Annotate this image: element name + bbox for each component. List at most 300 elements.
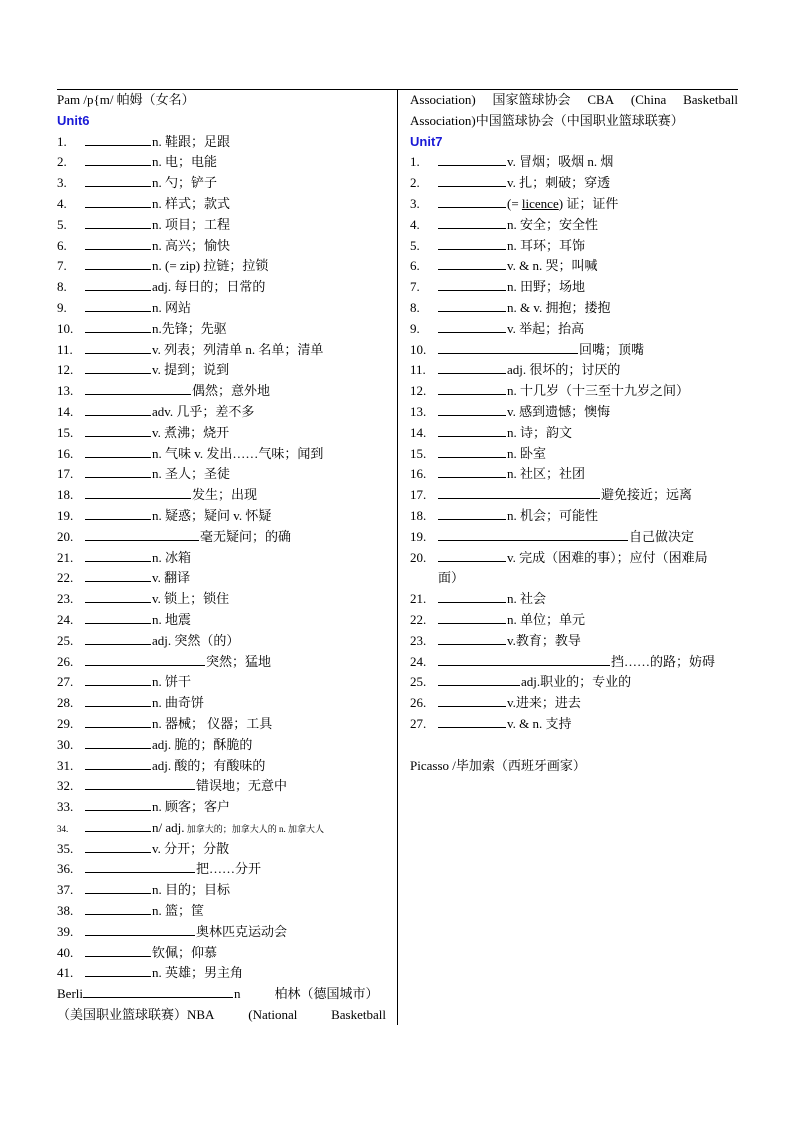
left-column	[57, 90, 386, 1026]
item-number: 19.	[410, 528, 427, 544]
item-number: 10.	[57, 320, 74, 336]
vocab-item	[57, 672, 386, 693]
item-definition: n.先锋；先驱	[152, 320, 227, 336]
item-number: 14.	[57, 403, 74, 419]
answer-blank[interactable]	[438, 423, 506, 437]
unit6-heading: Unit6	[57, 112, 90, 128]
item-definition: v. 举起；抬高	[507, 320, 585, 336]
vocab-item	[410, 277, 738, 298]
answer-blank[interactable]	[438, 464, 506, 478]
nba-part-2: (National	[248, 1007, 298, 1023]
item-definition: 把……分开	[196, 861, 262, 877]
vocab-item	[410, 236, 738, 257]
answer-blank[interactable]	[85, 880, 151, 894]
answer-blank[interactable]	[438, 381, 506, 395]
vocab-item	[57, 381, 386, 402]
item-definition: n. 田野；场地	[507, 279, 586, 295]
vocab-item	[57, 194, 386, 215]
item-number: 24.	[410, 653, 427, 669]
vocab-item	[57, 610, 386, 631]
item-number: 22.	[410, 611, 427, 627]
answer-blank[interactable]	[85, 152, 151, 166]
item-definition: v. & n. 哭；叫喊	[507, 258, 598, 274]
answer-blank[interactable]	[438, 548, 506, 562]
item-number: 30.	[57, 736, 74, 752]
vocab-item	[410, 319, 738, 340]
vocab-item	[410, 631, 738, 652]
item-definition: v. 冒烟；吸烟 n. 烟	[507, 154, 614, 170]
item-number: 3.	[57, 175, 67, 191]
vocab-item	[57, 423, 386, 444]
item-definition: n. 网站	[152, 299, 192, 315]
item-number: 21.	[57, 549, 74, 565]
nba-part-3: Basketball	[331, 1007, 386, 1023]
unit7-list	[410, 152, 738, 734]
item-definition: n. 疑惑；疑问 v. 怀疑	[152, 507, 272, 523]
answer-blank[interactable]	[438, 340, 578, 354]
item-definition: 回嘴；顶嘴	[579, 341, 645, 357]
answer-blank[interactable]	[438, 444, 506, 458]
assoc-part-4: (China	[630, 92, 667, 107]
item-definition: n. 社会	[507, 591, 547, 607]
item-number: 19.	[57, 507, 74, 523]
vocab-item	[57, 735, 386, 756]
item-number: 11.	[57, 341, 73, 357]
item-number: 14.	[410, 424, 427, 440]
answer-blank[interactable]	[85, 652, 205, 666]
answer-blank[interactable]	[438, 589, 506, 603]
item-definition: v. 锁上；锁住	[152, 591, 230, 607]
vocab-item	[57, 319, 386, 340]
answer-blank[interactable]	[438, 194, 506, 208]
vocab-item	[410, 714, 738, 735]
item-definition: v.教育；教导	[507, 632, 581, 648]
vocab-item	[57, 631, 386, 652]
answer-blank[interactable]	[85, 506, 151, 520]
vocab-item	[57, 859, 386, 880]
vocab-item	[410, 381, 738, 402]
vocab-item	[410, 589, 738, 610]
answer-blank[interactable]	[85, 922, 195, 936]
item-definition: n. 器械； 仪器；工具	[152, 715, 273, 731]
answer-blank[interactable]	[85, 444, 151, 458]
answer-blank[interactable]	[438, 610, 506, 624]
item-number: 17.	[410, 487, 427, 503]
item-number: 11.	[410, 362, 426, 378]
item-definition: n. 样式；款式	[152, 195, 231, 211]
answer-blank[interactable]	[85, 485, 191, 499]
answer-blank[interactable]	[85, 714, 151, 728]
item-definition: adj.职业的；专业的	[521, 674, 632, 690]
item-definition: n. 诗；韵文	[507, 424, 573, 440]
answer-blank[interactable]	[438, 298, 506, 312]
answer-blank[interactable]	[438, 256, 506, 270]
item-definition: n. 鞋跟；足跟	[152, 133, 231, 149]
vocab-item	[57, 776, 386, 797]
item-definition-small: 加拿大的；加拿大人的 n. 加拿大人	[184, 823, 325, 834]
answer-blank[interactable]	[438, 319, 506, 333]
item-number: 23.	[57, 591, 74, 607]
answer-blank[interactable]	[438, 277, 506, 291]
item-definition: n. 曲奇饼	[152, 695, 205, 711]
answer-blank[interactable]	[438, 506, 506, 520]
answer-blank[interactable]	[438, 714, 506, 728]
answer-blank[interactable]	[85, 236, 151, 250]
vocab-item	[410, 610, 738, 631]
item-number: 39.	[57, 923, 74, 939]
item-number: 27.	[410, 715, 427, 731]
item-number: 20.	[57, 528, 74, 544]
item-definition: 错误地；无意中	[196, 778, 288, 794]
answer-blank[interactable]	[85, 943, 151, 957]
vocab-item	[57, 963, 386, 984]
vocab-item	[57, 880, 386, 901]
item-number: 28.	[57, 695, 74, 711]
answer-blank[interactable]	[85, 173, 151, 187]
item-number: 36.	[57, 861, 74, 877]
vocab-item	[57, 922, 386, 943]
vocab-item	[410, 464, 738, 485]
item-definition: n. 电；电能	[152, 154, 218, 170]
vocab-item	[57, 818, 386, 839]
berlin-meaning: 柏林（德国城市）	[274, 986, 379, 1002]
item-number: 16.	[57, 445, 74, 461]
item-definition: 自己做决定	[629, 528, 695, 544]
item-number: 33.	[57, 799, 74, 815]
nba-part-1: （美国职业篮球联赛）NBA	[57, 1007, 215, 1023]
vocab-item	[57, 173, 386, 194]
item-definition: n. 单位；单元	[507, 611, 586, 627]
item-number: 34.	[57, 823, 69, 834]
answer-blank[interactable]	[85, 610, 151, 624]
item-definition: n. & v. 拥抱；搂抱	[507, 299, 611, 315]
answer-blank[interactable]	[85, 340, 151, 354]
vocab-item	[57, 132, 386, 153]
item-number: 8.	[57, 279, 67, 295]
answer-blank[interactable]	[85, 797, 151, 811]
item-definition: n. 冰箱	[152, 549, 192, 565]
item-definition: v.进来；进去	[507, 695, 581, 711]
vocab-item	[410, 527, 738, 548]
item-number: 27.	[57, 674, 74, 690]
answer-blank[interactable]	[85, 859, 195, 873]
item-number: 31.	[57, 757, 74, 773]
answer-blank[interactable]	[85, 776, 195, 790]
item-number: 16.	[410, 466, 427, 482]
item-definition: adv. 几乎；差不多	[152, 403, 255, 419]
item-definition: 挡……的路；妨碍	[611, 653, 716, 669]
item-number: 9.	[57, 299, 67, 315]
answer-blank[interactable]	[85, 756, 151, 770]
vocab-item	[57, 215, 386, 236]
item-number: 38.	[57, 903, 74, 919]
vocab-item	[57, 797, 386, 818]
item-definition: 奥林匹克运动会	[196, 923, 288, 939]
vocab-item	[410, 298, 738, 319]
vocab-item	[57, 714, 386, 735]
item-definition: n. 卧室	[507, 445, 547, 461]
answer-blank[interactable]	[85, 589, 151, 603]
berlin-pos: n	[234, 986, 241, 1002]
item-number: 22.	[57, 570, 74, 586]
item-number: 29.	[57, 715, 74, 731]
vocab-item	[57, 298, 386, 319]
vocab-item	[57, 652, 386, 673]
item-number: 17.	[57, 466, 74, 482]
item-definition: n. 安全；安全性	[507, 216, 599, 232]
item-definition: 突然；猛地	[206, 653, 272, 669]
item-number: 25.	[410, 674, 427, 690]
item-definition: n. 勺；铲子	[152, 175, 218, 191]
item-definition: adj. 很坏的；讨厌的	[507, 362, 621, 378]
vocab-item	[57, 568, 386, 589]
item-number: 41.	[57, 965, 74, 981]
item-definition: v. 提到；说到	[152, 362, 230, 378]
answer-blank[interactable]	[85, 963, 151, 977]
answer-blank[interactable]	[438, 693, 506, 707]
item-number: 21.	[410, 591, 427, 607]
item-definition: v. 列表；列清单 n. 名单；清单	[152, 341, 324, 357]
answer-blank[interactable]	[85, 381, 191, 395]
answer-blank[interactable]	[438, 236, 506, 250]
association-line-2: Association)中国篮球协会（中国职业篮球联赛）	[410, 112, 684, 128]
vocab-item	[57, 839, 386, 860]
vocab-item	[410, 360, 738, 381]
item-definition: n. 气味 v. 发出……气味；闻到	[152, 445, 324, 461]
answer-blank[interactable]	[85, 215, 151, 229]
column-divider	[397, 89, 398, 1025]
item-definition: v. & n. 支持	[507, 715, 572, 731]
item-definition: v. 翻译	[152, 570, 191, 586]
item-number: 40.	[57, 944, 74, 960]
vocab-item	[57, 277, 386, 298]
item-definition: v. 完成（困难的事）；应付（困难局	[507, 549, 708, 565]
item-definition-tail: ) 证；证件	[558, 195, 619, 211]
item-number: 1.	[410, 154, 420, 170]
item-definition: 面）	[438, 570, 465, 586]
vocab-item	[57, 756, 386, 777]
vocab-item	[410, 215, 738, 236]
vocab-item	[57, 340, 386, 361]
item-definition: n. (= zip) 拉链；拉锁	[152, 258, 269, 274]
item-number: 35.	[57, 840, 74, 856]
item-number: 5.	[57, 216, 67, 232]
unit7-heading: Unit7	[410, 133, 443, 149]
item-number: 37.	[57, 882, 74, 898]
answer-blank[interactable]	[85, 839, 151, 853]
vocab-item	[410, 152, 738, 173]
item-definition: adj. 突然（的）	[152, 632, 240, 648]
answer-blank[interactable]	[85, 818, 151, 832]
item-number: 15.	[410, 445, 427, 461]
vocab-item	[410, 402, 738, 423]
vocab-item	[57, 506, 386, 527]
answer-blank[interactable]	[85, 194, 151, 208]
answer-blank[interactable]	[85, 402, 151, 416]
item-definition: n. 项目；工程	[152, 216, 231, 232]
item-definition: 钦佩；仰慕	[152, 944, 218, 960]
item-definition: adj. 酸的；有酸味的	[152, 757, 266, 773]
item-number: 9.	[410, 320, 420, 336]
item-definition: 避免接近；远离	[601, 487, 693, 503]
item-definition: n. 社区；社团	[507, 466, 586, 482]
item-number: 18.	[410, 507, 427, 523]
underlined-word: licence	[521, 195, 559, 211]
item-number: 23.	[410, 632, 427, 648]
answer-blank[interactable]	[438, 215, 506, 229]
item-definition: (=	[507, 195, 522, 211]
item-number: 4.	[57, 195, 67, 211]
answer-blank[interactable]	[85, 319, 151, 333]
item-number: 26.	[57, 653, 74, 669]
answer-blank[interactable]	[438, 672, 520, 686]
vocab-item	[57, 693, 386, 714]
answer-blank[interactable]	[85, 256, 151, 270]
item-number: 2.	[410, 175, 420, 191]
item-definition: n. 饼干	[152, 674, 192, 690]
vocab-item	[410, 568, 738, 589]
vocab-item	[57, 548, 386, 569]
item-number: 13.	[57, 383, 74, 399]
answer-blank[interactable]	[438, 485, 600, 499]
answer-blank[interactable]	[85, 464, 151, 478]
vocab-item	[57, 256, 386, 277]
item-definition: n. 顾客；客户	[152, 799, 231, 815]
vocab-item	[57, 236, 386, 257]
item-definition: 毫无疑问；的确	[200, 528, 292, 544]
item-number: 5.	[410, 237, 420, 253]
answer-blank[interactable]	[85, 548, 151, 562]
vocab-item	[410, 340, 738, 361]
assoc-part-3: CBA	[587, 92, 615, 107]
vocab-item	[410, 173, 738, 194]
item-number: 13.	[410, 403, 427, 419]
answer-blank[interactable]	[438, 173, 506, 187]
vocab-item	[410, 256, 738, 277]
item-number: 10.	[410, 341, 427, 357]
item-number: 1.	[57, 133, 67, 149]
pam-entry: Pam /p{m/ 帕姆（女名）	[57, 92, 195, 107]
item-definition: v. 分开；分散	[152, 840, 230, 856]
item-number: 7.	[410, 279, 420, 295]
item-definition: adj. 每日的；日常的	[152, 279, 266, 295]
item-number: 6.	[57, 237, 67, 253]
berlin-entry	[57, 984, 386, 1005]
vocab-item	[410, 194, 738, 215]
item-definition: n. 英雄；男主角	[152, 965, 244, 981]
vocab-item	[410, 485, 738, 506]
item-definition: adj. 脆的；酥脆的	[152, 736, 253, 752]
item-definition: n. 地震	[152, 611, 192, 627]
item-number: 25.	[57, 632, 74, 648]
answer-blank[interactable]	[85, 672, 151, 686]
answer-blank[interactable]	[85, 360, 151, 374]
answer-blank[interactable]	[85, 527, 199, 541]
answer-blank[interactable]	[85, 901, 151, 915]
vocab-item	[410, 693, 738, 714]
item-definition: 偶然；意外地	[192, 383, 271, 399]
berlin-prefix: Berli	[57, 986, 83, 1002]
item-definition: n. 篮；筐	[152, 903, 205, 919]
item-definition: v. 感到遗憾；懊悔	[507, 403, 611, 419]
answer-blank[interactable]	[438, 402, 506, 416]
picasso-entry: Picasso /毕加索（西班牙画家）	[410, 757, 586, 773]
association-line-1	[410, 90, 738, 111]
vocab-item	[57, 152, 386, 173]
vocab-item	[57, 589, 386, 610]
answer-blank[interactable]	[438, 360, 506, 374]
vocab-item	[57, 360, 386, 381]
vocab-item	[57, 485, 386, 506]
item-number: 32.	[57, 778, 74, 794]
assoc-part-2: 国家篮球协会	[492, 92, 571, 107]
item-number: 7.	[57, 258, 67, 274]
answer-blank[interactable]	[85, 423, 151, 437]
item-definition: v. 煮沸；烧开	[152, 424, 230, 440]
item-definition: n. 圣人；圣徒	[152, 466, 231, 482]
item-number: 12.	[410, 383, 427, 399]
item-number: 15.	[57, 424, 74, 440]
answer-blank[interactable]	[85, 132, 151, 146]
answer-blank[interactable]	[85, 298, 151, 312]
item-number: 12.	[57, 362, 74, 378]
item-number: 4.	[410, 216, 420, 232]
item-definition: n. 机会；可能性	[507, 507, 599, 523]
nba-entry	[57, 1005, 386, 1026]
vocab-item	[57, 464, 386, 485]
vocab-item	[410, 652, 738, 673]
vocab-item	[410, 506, 738, 527]
answer-blank[interactable]	[85, 735, 151, 749]
answer-blank[interactable]	[438, 152, 506, 166]
vocab-item	[410, 672, 738, 693]
item-number: 3.	[410, 195, 420, 211]
item-definition: n. 高兴；愉快	[152, 237, 231, 253]
vocab-item	[57, 943, 386, 964]
vocab-item	[410, 423, 738, 444]
item-number: 24.	[57, 611, 74, 627]
item-number: 20.	[410, 549, 427, 565]
item-number: 8.	[410, 299, 420, 315]
vocab-item	[410, 548, 738, 569]
answer-blank[interactable]	[85, 693, 151, 707]
answer-blank[interactable]	[85, 631, 151, 645]
item-number: 26.	[410, 695, 427, 711]
answer-blank[interactable]	[438, 631, 506, 645]
berlin-blank[interactable]	[83, 984, 233, 998]
item-definition: v. 扎；刺破；穿透	[507, 175, 611, 191]
item-definition: 发生；出现	[192, 487, 258, 503]
right-column	[410, 90, 738, 776]
item-number: 6.	[410, 258, 420, 274]
answer-blank[interactable]	[85, 568, 151, 582]
vocab-item	[57, 527, 386, 548]
item-number: 18.	[57, 487, 74, 503]
answer-blank[interactable]	[85, 277, 151, 291]
answer-blank[interactable]	[438, 652, 610, 666]
vocab-item	[410, 444, 738, 465]
assoc-part-5: Basketball	[683, 92, 738, 107]
vocab-item	[57, 402, 386, 423]
answer-blank[interactable]	[438, 527, 628, 541]
assoc-part-1: Association)	[410, 92, 476, 107]
item-number: 2.	[57, 154, 67, 170]
unit6-list	[57, 132, 386, 985]
item-definition: n. 十几岁（十三至十九岁之间）	[507, 383, 690, 399]
item-definition: n. 目的；目标	[152, 882, 231, 898]
item-definition: n. 耳环；耳饰	[507, 237, 586, 253]
item-definition: n/ adj.	[152, 819, 185, 835]
